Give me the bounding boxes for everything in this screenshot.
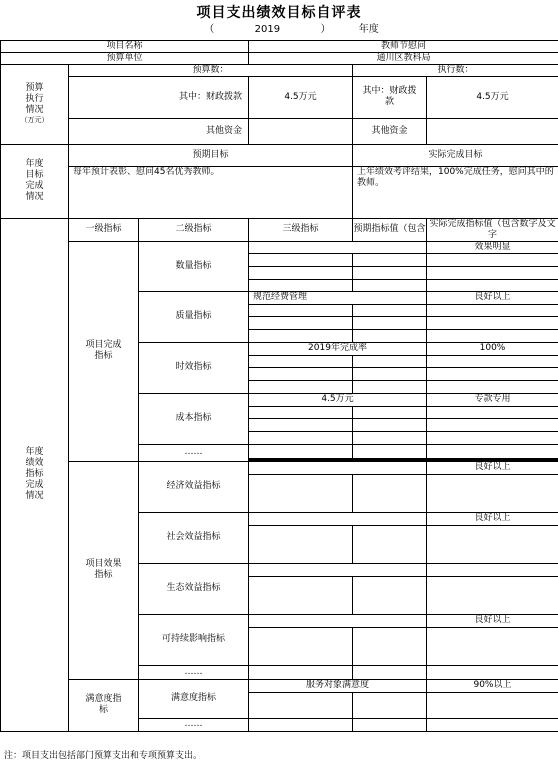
quality-indicator: 质量指标 xyxy=(139,291,249,342)
annual-section-label: 年度目标完成情况 xyxy=(1,144,69,218)
actual-goal-text: 上年绩效考评结果，100%完成任务，慰问其中的教师。 xyxy=(353,166,558,218)
annual-goal-header-row xyxy=(1,144,558,166)
quality-level3: 规范经费管理 xyxy=(249,291,427,304)
completion-ellipsis: …… xyxy=(139,444,249,461)
satisfaction-indicator: 满意度指标 xyxy=(139,679,249,718)
col-level3: 三级指标 xyxy=(249,218,353,241)
satisfaction-actual: 90%以上 xyxy=(427,679,558,692)
table-row xyxy=(1,461,558,474)
budget-unit-value: 通川区教科局 xyxy=(249,52,558,64)
other-funds-label: 其他资金 xyxy=(69,118,249,144)
cost-actual: 专款专用 xyxy=(427,393,558,406)
fiscal-label: 其中：财政拨款 xyxy=(69,76,249,118)
col-expected: 预期指标值（包含 xyxy=(353,218,427,241)
budget-header-row xyxy=(1,64,558,76)
year-paren-left: （ xyxy=(204,24,215,35)
evaluation-table xyxy=(0,36,558,732)
ecological-indicator: 生态效益指标 xyxy=(139,563,249,614)
col-level1: 一级指标 xyxy=(69,218,139,241)
expected-goal-label: 预期目标 xyxy=(69,144,353,166)
social-indicator: 社会效益指标 xyxy=(139,512,249,563)
quantity-indicator: 数量指标 xyxy=(139,241,249,291)
economic-indicator: 经济效益指标 xyxy=(139,461,249,512)
timeliness-indicator: 时效指标 xyxy=(139,342,249,393)
exec-amount-label: 执行数： xyxy=(353,64,558,76)
group-satisfaction: 满意度指标 xyxy=(69,679,139,731)
timeliness-actual: 100% xyxy=(427,342,558,355)
fiscal-value-exec: 4.5万元 xyxy=(427,76,558,118)
project-name-row xyxy=(1,40,558,52)
budget-amount-label: 预算数： xyxy=(69,64,353,76)
actual-goal-label: 实际完成目标 xyxy=(353,144,558,166)
table-row xyxy=(1,241,558,253)
quantity-actual: 效果明显 xyxy=(427,241,558,253)
fiscal-row xyxy=(1,76,558,118)
satisfaction-ellipsis: …… xyxy=(139,718,249,731)
group-completion: 项目完成指标 xyxy=(69,241,139,461)
project-name-value: 教师节慰问 xyxy=(249,40,558,52)
col-level2: 二级指标 xyxy=(139,218,249,241)
footer-note: 注：项目支出包括部门预算支出和专项预算支出。 xyxy=(4,751,203,761)
other-funds-value-exec xyxy=(427,118,558,144)
satisfaction-level3: 服务对象满意度 xyxy=(249,679,427,692)
project-name-label: 项目名称 xyxy=(1,40,249,52)
year-line xyxy=(0,20,558,35)
indicators-section-label: 年度绩效指标完成情况 xyxy=(1,218,69,731)
year-paren-right: ） xyxy=(320,24,331,35)
social-actual: 良好以上 xyxy=(427,512,558,525)
sustainable-indicator: 可持续影响指标 xyxy=(139,614,249,665)
budget-unit-label: 预算单位 xyxy=(1,52,249,64)
other-funds-value xyxy=(249,118,353,144)
fiscal-value: 4.5万元 xyxy=(249,76,353,118)
group-effect: 项目效果指标 xyxy=(69,461,139,679)
col-actual: 实际完成指标值（包含数字及文字 xyxy=(427,218,558,241)
table-row xyxy=(1,679,558,692)
budget-section-label: 预算执行情况 （万元） xyxy=(1,64,69,144)
budget-section-unit: （万元） xyxy=(20,116,49,124)
cost-indicator: 成本指标 xyxy=(139,393,249,444)
expected-goal-text: 每年预计表彰、慰问45名优秀教师。 xyxy=(69,166,353,218)
quality-actual: 良好以上 xyxy=(427,291,558,304)
budget-unit-row xyxy=(1,52,558,64)
fiscal-label-exec: 其中：财政拨款 xyxy=(353,76,427,118)
year-suffix: 年度 xyxy=(358,24,379,35)
annual-goal-row xyxy=(1,166,558,218)
sustainable-actual: 良好以上 xyxy=(427,614,558,627)
other-funds-row xyxy=(1,118,558,144)
other-funds-label-exec: 其他资金 xyxy=(353,118,427,144)
cost-level3: 4.5万元 xyxy=(249,393,427,406)
page-title: 项目支出绩效目标自评表 xyxy=(196,5,362,21)
effect-ellipsis: …… xyxy=(139,665,249,679)
economic-actual: 良好以上 xyxy=(427,461,558,474)
year-value: 2019 xyxy=(254,24,281,35)
timeliness-level3: 2019年完成率 xyxy=(249,342,427,355)
indicator-header-row xyxy=(1,218,558,241)
